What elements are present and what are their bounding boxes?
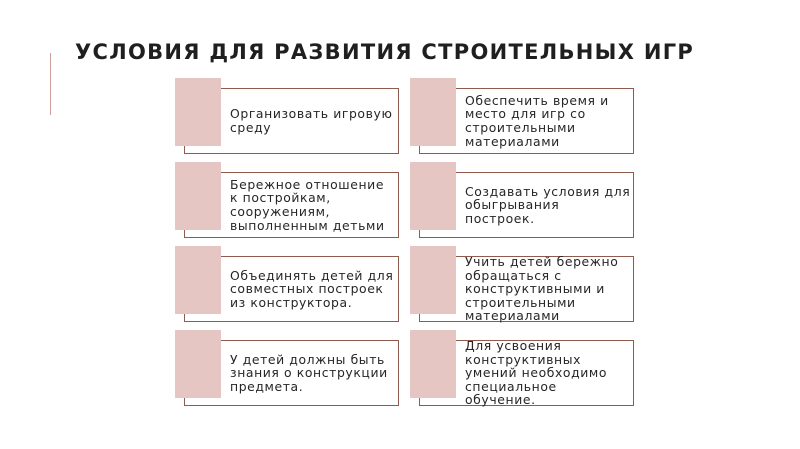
card-text: Для усвоения конструктивных умений необходимо специальное обучение. [465, 338, 608, 408]
condition-card-2 [410, 78, 632, 149]
card-accent-block [410, 246, 456, 314]
slide-title: УСЛОВИЯ ДЛЯ РАЗВИТИЯ СТРОИТЕЛЬНЫХ ИГР [75, 40, 695, 64]
card-accent-block [175, 330, 221, 398]
card-text: Создавать условия для обыгрывания построек. [465, 183, 631, 226]
card-accent-block [410, 330, 456, 398]
card-text: Обеспечить время и место для игр со строительными материалами [465, 92, 609, 149]
condition-card-3 [175, 162, 397, 233]
accent-line [50, 53, 51, 115]
condition-card-4 [410, 162, 632, 230]
condition-card-1 [175, 78, 397, 146]
card-accent-block [410, 162, 456, 230]
card-text: Организовать игровую среду [230, 106, 393, 135]
card-text: Бережное отношение к постройкам, сооружениям, выполненным детьми [230, 176, 385, 233]
card-accent-block [175, 246, 221, 314]
card-text: Учить детей бережно обращаться с конструктивными и строительными материалами [465, 254, 619, 324]
card-accent-block [410, 78, 456, 146]
condition-card-7 [175, 330, 397, 398]
condition-card-6 [410, 246, 632, 324]
card-text: Объединять детей для совместных построек из конструктора. [230, 267, 394, 310]
card-text: У детей должны быть знания о конструкции предмета. [230, 351, 388, 394]
condition-card-8 [410, 330, 632, 408]
card-accent-block [175, 162, 221, 230]
card-accent-block [175, 78, 221, 146]
condition-card-5 [175, 246, 397, 314]
